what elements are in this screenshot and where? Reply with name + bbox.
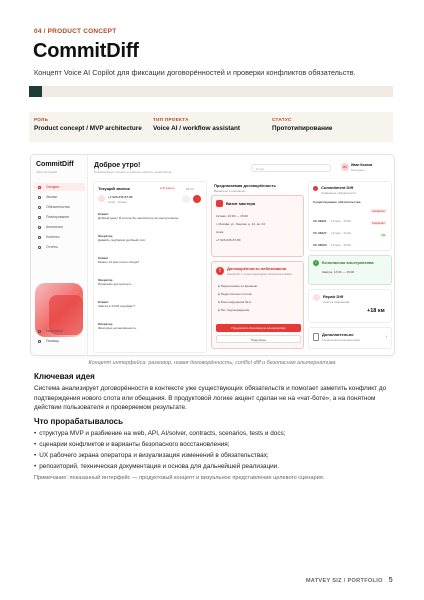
- gear-icon: [38, 330, 41, 333]
- check-icon: ✓: [314, 260, 318, 265]
- details-button[interactable]: Подробнее: [216, 335, 301, 343]
- conflict-item: ● Недостаточно слотов: [218, 292, 252, 296]
- conflict-text: Нет подтверждения: [220, 308, 250, 312]
- mute-button[interactable]: [182, 195, 190, 203]
- avatar[interactable]: ИК: [341, 163, 349, 171]
- sidebar-item-calls[interactable]: [34, 193, 85, 201]
- user-name: Иван Козлов: [351, 163, 373, 167]
- sidebar-item-commitments[interactable]: [34, 203, 85, 211]
- search-input[interactable]: Поиск: [251, 164, 331, 172]
- commitment-row[interactable]: [313, 233, 387, 251]
- safe-alternative-card[interactable]: [308, 255, 392, 285]
- commitment-time: 12 мая · 14:30: [331, 231, 351, 235]
- transcript-line: [98, 234, 202, 246]
- mockup-caption: Концепт интерфейса: разговор, новая договорённость, conflict diff и безопасная альтернатива: [88, 360, 336, 366]
- chart-icon: [38, 226, 41, 229]
- list-item: • репозиторий, техническая документация и основа для дальнейшей реализации.: [34, 461, 396, 472]
- page-footer: MATVEY SIZ / PORTFOLIO 5: [305, 577, 393, 584]
- utterance: Можно 12 мая после обеда?: [98, 260, 140, 264]
- repair-diff-card[interactable]: [308, 289, 392, 323]
- list-item: • сценарии конфликтов и варианты безопасного восстановления;: [34, 439, 396, 450]
- worked-list: [34, 428, 396, 472]
- existing-label: Существующие обязательства: [313, 200, 361, 204]
- sidebar-item-label: Аналитика: [46, 225, 63, 229]
- band-accent: [29, 86, 42, 97]
- visit-title: Визит мастера: [226, 201, 256, 206]
- sidebar-item-analytics[interactable]: [34, 223, 85, 231]
- footer-section: PORTFOLIO: [347, 578, 383, 584]
- speaker: Оператор: [98, 234, 113, 238]
- tool-icon: [216, 200, 223, 207]
- safe-title: Безопасная альтернатива: [322, 260, 374, 265]
- visit-card[interactable]: [211, 195, 304, 257]
- sidebar-item-help[interactable]: [34, 337, 85, 345]
- commitment-time: 12 мая · 13:00: [331, 219, 351, 223]
- conflict-item: ● Пересечение по времени: [218, 284, 258, 288]
- conflict-text: Риск нарушения SLA: [220, 300, 251, 304]
- diff-icon: [313, 186, 318, 191]
- diff-title: Commitment Diff: [321, 185, 354, 190]
- docs-card[interactable]: [308, 327, 392, 349]
- commitment-id: #С-08427: [313, 231, 327, 235]
- sidebar-item-label: Планирование: [46, 215, 70, 219]
- diff-subtitle: Сравнение обязательств: [321, 191, 356, 195]
- call-status: ● В эфире: [160, 186, 175, 190]
- meta-value: Product concept / MVP architecture: [34, 125, 142, 132]
- footnote: Примечание: показанный интерфейс — продуктовый концепт и визуальное представление целевого сценария.: [34, 475, 325, 481]
- meta-value: Прототипирование: [272, 125, 333, 132]
- section-eyebrow: 04 / PRODUCT CONCEPT: [34, 28, 117, 35]
- utterance: Добрый день! Я хотела бы записаться на консультацию.: [98, 216, 180, 220]
- users-icon: [38, 236, 41, 239]
- call-contact: Алия · Клиент: [108, 200, 128, 204]
- conflict-text: Недостаточно слотов: [220, 292, 252, 296]
- status-badge: Конфликт: [372, 221, 385, 225]
- sidebar-item-label: Звонки: [46, 195, 57, 199]
- sidebar-item-clients[interactable]: [34, 233, 85, 241]
- status-badge: Конфликт: [372, 209, 385, 213]
- worked-heading: Что прорабатывалось: [34, 417, 124, 426]
- sidebar-item-label: Помощь: [46, 339, 60, 343]
- hangup-button[interactable]: [193, 195, 201, 203]
- conflict-text: Пересечение по времени: [220, 284, 258, 288]
- sidebar-item-label: Настройки: [46, 329, 63, 333]
- user-role: Менеджер: [351, 168, 365, 172]
- app-logo: CommitDiff: [36, 161, 74, 168]
- conflict-subtitle: Конфликт с существующими обязательствами: [227, 272, 292, 276]
- repair-icon: [313, 294, 320, 301]
- home-icon: [38, 186, 41, 189]
- panel-title: Текущий звонок: [98, 186, 130, 191]
- meta-status: [272, 117, 332, 132]
- sidebar-item-label: Клиенты: [46, 235, 60, 239]
- app-mockup: [30, 154, 395, 356]
- greeting: Доброе утро!: [94, 162, 141, 169]
- document-icon: [313, 333, 319, 341]
- transcript-line: [98, 300, 202, 312]
- status-badge: Ок: [381, 233, 385, 237]
- proposal-panel: [211, 181, 304, 353]
- app-logo-sub: Voice AI Copilot: [36, 170, 58, 174]
- visit-address: г. Москва, ул. Ленина, д. 12, кв. 34: [216, 222, 265, 226]
- calendar-icon: [38, 216, 41, 219]
- speaker: Клиент: [98, 256, 109, 260]
- list-icon: [38, 206, 41, 209]
- file-icon: [38, 246, 41, 249]
- meta-role: [34, 117, 142, 132]
- commitment-diff-card: [308, 181, 392, 251]
- transcript-line: [98, 278, 202, 290]
- meta-label: ТИП ПРОЕКТА: [153, 117, 189, 122]
- panel-subtitle: Выявлено в разговоре: [214, 189, 246, 193]
- greeting-sub: AI анализирует звонки и помогает избегать конфликтов: [94, 170, 172, 174]
- repair-title: Repair Diff: [323, 294, 344, 299]
- transcript-line: [98, 322, 202, 334]
- repair-subtitle: Анализ изменений: [323, 300, 350, 304]
- list-item: • структура MVP и разбиение на web, API, AI/solver, contracts, scenarios, tests и docs;: [34, 428, 396, 439]
- visit-client: Алия: [216, 230, 224, 234]
- help-icon: [38, 340, 41, 343]
- speaker: Оператор: [98, 278, 113, 282]
- sidebar-item-label: Отчёты: [46, 245, 58, 249]
- page-title: CommitDiff: [33, 40, 139, 62]
- commitment-id: #С-08433: [313, 243, 327, 247]
- visit-phone: +7 926 345-67-80: [216, 238, 241, 242]
- call-status-text: В эфире: [162, 186, 175, 190]
- key-idea-heading: Ключевая идея: [34, 372, 95, 381]
- diff-panel: [308, 181, 392, 353]
- utterance: Проверяю доступность…: [98, 282, 135, 286]
- repair-stat: +18 км: [367, 308, 385, 314]
- speaker: Клиент: [98, 212, 109, 216]
- call-phone: +7 926 345-67-80: [108, 195, 133, 199]
- sidebar: [31, 155, 88, 356]
- meta-label: СТАТУС: [272, 117, 292, 122]
- meta-strip: [29, 112, 393, 142]
- utterance: Фиксирую договорённость.: [98, 326, 137, 330]
- conflict-item: ● Риск нарушения SLA: [218, 300, 251, 304]
- speaker: Клиент: [98, 300, 109, 304]
- conflict-item: ● Нет подтверждения: [218, 308, 250, 312]
- safe-alternative-button[interactable]: Предложить безопасную альтернативу: [216, 324, 301, 332]
- page-subtitle: Концепт Voice AI Copilot для фиксации договорённостей и проверки конфликтов обязательств.: [34, 68, 356, 77]
- footer-brand: MATVEY SIZ: [305, 578, 342, 584]
- warning-icon: !: [216, 267, 224, 275]
- panel-title: Предлагаемая договорённость: [214, 183, 276, 188]
- page-number: 5: [388, 577, 393, 584]
- call-timer: 03:24: [186, 186, 194, 191]
- chevron-right-icon: ›: [385, 334, 387, 340]
- decorative-band: [29, 86, 393, 97]
- commitment-id: #С-08421: [313, 219, 327, 223]
- meta-label: РОЛЬ: [34, 117, 49, 122]
- current-call-panel: [93, 181, 207, 353]
- meta-type: [153, 117, 240, 132]
- utterance: Давайте подберём удобный слот.: [98, 238, 147, 242]
- speaker: Оператор: [98, 322, 113, 326]
- list-item: • UX рабочего экрана оператора и визуализация изменений в обязательствах;: [34, 450, 396, 461]
- phone-icon: [38, 196, 41, 199]
- visit-date: 12 мая, 13:00 — 15:00: [216, 214, 248, 218]
- meta-value: Voice AI / workflow assistant: [153, 125, 241, 132]
- sidebar-item-settings[interactable]: [34, 327, 85, 335]
- sidebar-item-reports[interactable]: [34, 243, 85, 251]
- safe-slot: Завтра, 13:00 — 15:00: [322, 270, 355, 274]
- commitment-time: 12 мая · 15:00: [331, 243, 351, 247]
- docs-subtitle: Техническая документация: [322, 338, 360, 342]
- conflict-card: [211, 261, 304, 349]
- sidebar-item-today[interactable]: [34, 183, 85, 191]
- key-idea-text: Система анализирует договорённости в контексте уже существующих обязательств и помогает заметить конфликт до подтверждения нового слота или обещания. В продуктовой логике акцент сделан не на «чат-боте», а на понятном действии пользователя и проверяемом результате.: [34, 385, 387, 412]
- sidebar-item-planning[interactable]: [34, 213, 85, 221]
- sidebar-item-label: Обязательства: [46, 205, 70, 209]
- conflict-title: Договорённость небезопасна: [227, 266, 287, 271]
- transcript-line: [98, 212, 202, 224]
- phone-icon: [98, 195, 105, 202]
- utterance: Завтра в 14:00 подойдёт?: [98, 304, 136, 308]
- docs-title: Дополнительно: [322, 332, 354, 337]
- sidebar-item-label: Сегодня: [46, 185, 59, 189]
- transcript-line: [98, 256, 202, 268]
